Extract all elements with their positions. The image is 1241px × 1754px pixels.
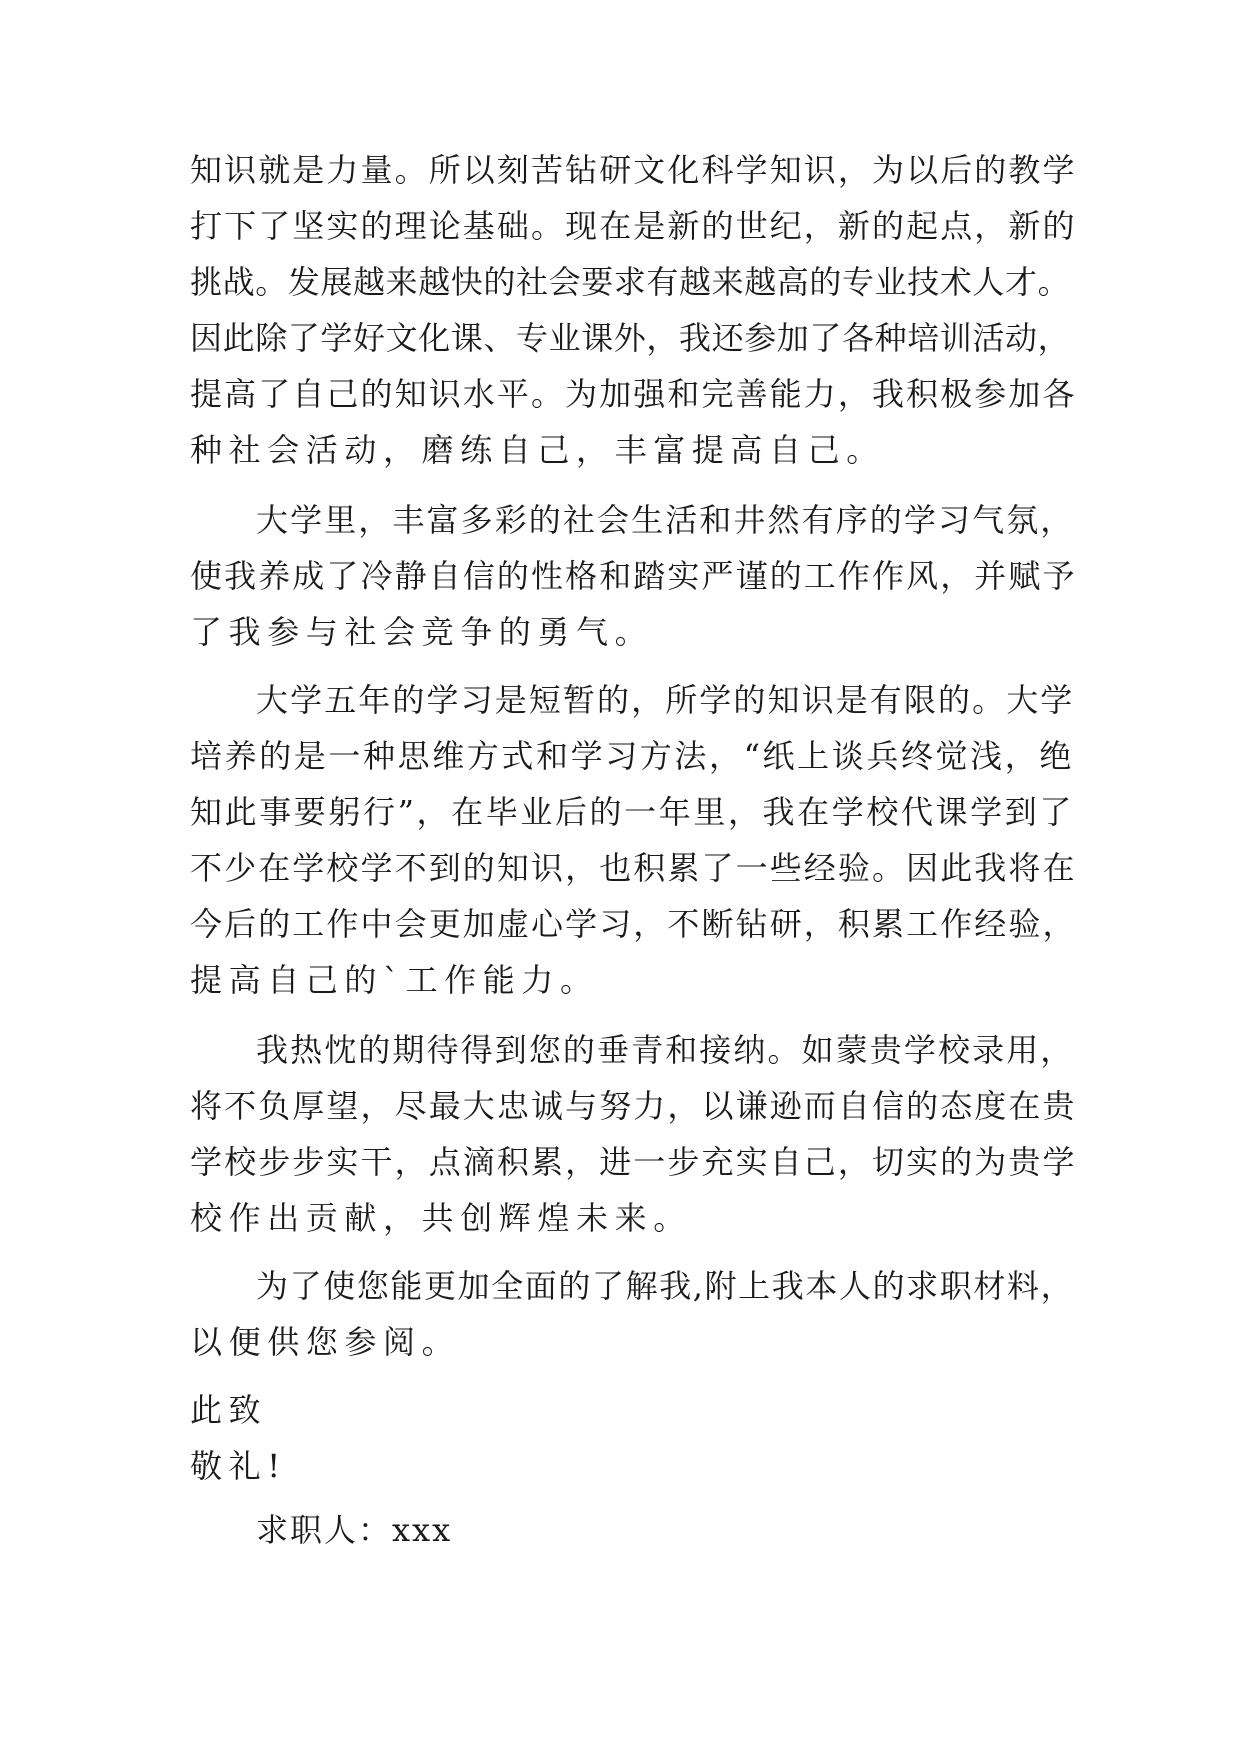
body-line: 校作出贡献，共创辉煌未来。 [190,1199,692,1237]
body-line: 知此事要躬行”，在毕业后的一年里，我在学校代课学到了 [190,793,1074,831]
body-line: 种社会活动，磨练自己，丰富提高自己。 [190,431,885,469]
body-line: 打下了坚实的理论基础。现在是新的世纪，新的起点，新的 [190,207,1077,245]
body-line: 今后的工作中会更加虚心学习，不断钻研，积累工作经验， [190,905,1077,943]
salutation-text: 敬礼! [190,1447,287,1485]
body-line: 使我养成了冷静自信的性格和踏实严谨的工作作风，并赋予 [190,557,1077,595]
body-line: 学校步步实干，点滴积累，进一步充实自己，切实的为贵学 [190,1143,1077,1181]
body-line: 了我参与社会竞争的勇气。 [190,613,654,651]
body-line: 知识就是力量。所以刻苦钻研文化科学知识，为以后的教学 [190,151,1077,189]
body-line: 培养的是一种思维方式和学习方法，“纸上谈兵终觉浅，绝 [190,737,1074,775]
paragraph-first-line: 大学五年的学习是短暂的，所学的知识是有限的。大学 [256,681,1075,719]
body-line: 提高自己的`工作能力。 [190,961,599,999]
body-line: 以便供您参阅。 [190,1323,461,1361]
closing-text: 此致 [190,1391,268,1429]
body-line: 因此除了学好文化课、专业课外，我还参加了各种培训活动， [190,319,1071,357]
body-line: 挑战。发展越来越快的社会要求有越来越高的专业技术人才。 [190,263,1071,301]
body-line: 不少在学校学不到的知识，也积累了一些经验。因此我将在 [190,849,1077,887]
body-line: 提高了自己的知识水平。为加强和完善能力，我积极参加各 [190,375,1077,413]
paragraph-first-line: 为了使您能更加全面的了解我,附上我本人的求职材料， [256,1267,1075,1305]
paragraph-first-line: 大学里，丰富多彩的社会生活和井然有序的学习气氛， [256,501,1075,539]
signature: 求职人：xxx [256,1511,453,1549]
body-line: 将不负厚望，尽最大忠诚与努力，以谦逊而自信的态度在贵 [190,1087,1077,1125]
paragraph-first-line: 我热忱的期待得到您的垂青和接纳。如蒙贵学校录用， [256,1031,1075,1069]
